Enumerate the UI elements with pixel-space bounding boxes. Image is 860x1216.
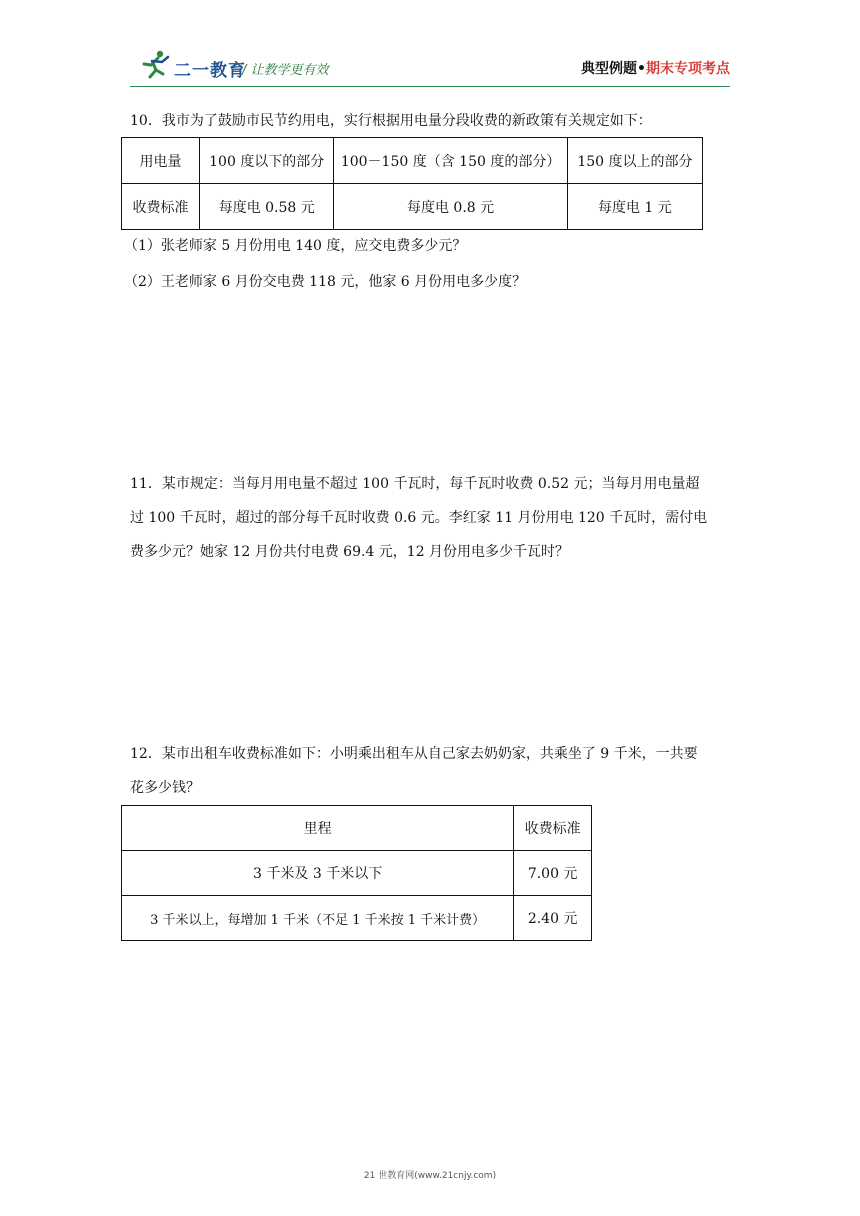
q11-line3: 费多少元？她家 12 月份共付电费 69.4 元，12 月份用电多少千瓦时？ xyxy=(130,544,570,560)
table-cell: 3 千米及 3 千米以下 xyxy=(122,851,514,896)
table-row xyxy=(122,138,703,184)
table-cell: 150 度以上的部分 xyxy=(567,138,702,184)
table-row xyxy=(122,896,592,941)
table-row xyxy=(122,184,703,230)
page-footer: 21 世教育网(www.21cnjy.com) xyxy=(363,1171,497,1181)
header-category xyxy=(581,58,730,78)
table-cell: 每度电 0.58 元 xyxy=(200,184,334,230)
q10-price-table xyxy=(121,137,703,230)
header-divider xyxy=(130,86,730,87)
q10-sub2: （2）王老师家 6 月份交电费 118 元，他家 6 月份用电多少度？ xyxy=(124,274,527,290)
q11-line1: 11．某市规定：当每月用电量不超过 100 千瓦时，每千瓦时收费 0.52 元；当每月用电量超 xyxy=(130,476,700,492)
logo-slogan: / 让教学更有效 xyxy=(242,63,329,78)
logo-text: 二一教育 xyxy=(174,61,246,81)
q12-line2: 花多少钱？ xyxy=(130,780,200,796)
table-cell: 100－150 度（含 150 度的部分） xyxy=(334,138,567,184)
table-cell: 2.40 元 xyxy=(514,896,592,941)
table-cell: 3 千米以上，每增加 1 千米（不足 1 千米按 1 千米计费） xyxy=(122,896,514,941)
table-cell: 收费标准 xyxy=(514,806,592,851)
table-cell: 每度电 1 元 xyxy=(567,184,702,230)
header-category-part2: 期末专项考点 xyxy=(646,61,730,77)
table-cell: 7.00 元 xyxy=(514,851,592,896)
q12-fare-table xyxy=(121,805,592,941)
brand-logo xyxy=(138,50,368,84)
table-row xyxy=(122,851,592,896)
table-cell: 收费标准 xyxy=(122,184,200,230)
header-category-part1: 典型例题• xyxy=(581,61,646,77)
table-cell: 用电量 xyxy=(122,138,200,184)
q12-line1: 12．某市出租车收费标准如下：小明乘出租车从自己家去奶奶家，共乘坐了 9 千米，一共要 xyxy=(130,746,698,762)
table-cell: 每度电 0.8 元 xyxy=(334,184,567,230)
table-row xyxy=(122,806,592,851)
q10-title: 10．我市为了鼓励市民节约用电，实行根据用电量分段收费的新政策有关规定如下： xyxy=(130,113,652,129)
q10-sub1: （1）张老师家 5 月份用电 140 度，应交电费多少元？ xyxy=(124,238,467,254)
page-header xyxy=(0,0,860,90)
running-figure-icon xyxy=(138,50,172,80)
table-cell: 里程 xyxy=(122,806,514,851)
q11-line2: 过 100 千瓦时，超过的部分每千瓦时收费 0.6 元。李红家 11 月份用电 120 千瓦时，需付电 xyxy=(130,510,708,526)
table-cell: 100 度以下的部分 xyxy=(200,138,334,184)
